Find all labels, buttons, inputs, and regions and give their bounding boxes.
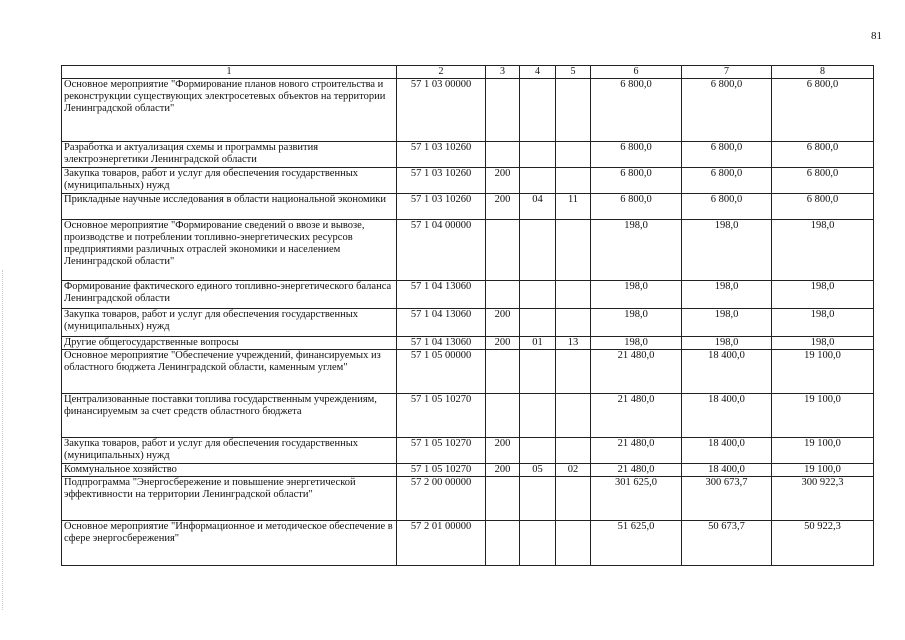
- column-header: 4: [520, 66, 556, 79]
- row-col3: 200: [486, 464, 520, 477]
- row-value-6: 6 800,0: [591, 168, 682, 194]
- row-col4: [520, 281, 556, 309]
- table-row: [62, 337, 874, 350]
- table-row: [62, 281, 874, 309]
- row-value-8: 6 800,0: [772, 79, 874, 142]
- scan-edge-marks: [2, 270, 5, 610]
- row-code: 57 1 05 10270: [397, 464, 486, 477]
- row-col4: [520, 394, 556, 438]
- row-col3: [486, 281, 520, 309]
- row-col3: 200: [486, 438, 520, 464]
- row-name: Основное мероприятие "Формирование сведений о ввозе и вывозе, производстве и потреблении топливно-энергетических ресурсов предприятиями различных отраслей экономики и населением Ленинградской области": [62, 220, 397, 281]
- row-col3: [486, 79, 520, 142]
- row-code: 57 1 04 13060: [397, 309, 486, 337]
- row-value-8: 198,0: [772, 220, 874, 281]
- row-code: 57 1 05 00000: [397, 350, 486, 394]
- row-col4: [520, 168, 556, 194]
- row-name: Подпрограмма "Энергосбережение и повышение энергетической эффективности на территории Ленинградской области": [62, 477, 397, 521]
- table-row: [62, 394, 874, 438]
- row-value-8: 198,0: [772, 309, 874, 337]
- row-value-7: 50 673,7: [682, 521, 772, 566]
- column-header: 6: [591, 66, 682, 79]
- row-name: Основное мероприятие "Формирование планов нового строительства и реконструкции существующих электросетевых объектов на территории Ленинградской области": [62, 79, 397, 142]
- row-value-7: 6 800,0: [682, 194, 772, 220]
- column-header: 8: [772, 66, 874, 79]
- row-value-7: 198,0: [682, 337, 772, 350]
- row-name: Разработка и актуализация схемы и программы развития электроэнергетики Ленинградской области: [62, 142, 397, 168]
- row-col4: [520, 350, 556, 394]
- row-col4: [520, 309, 556, 337]
- row-value-6: 198,0: [591, 220, 682, 281]
- table-row: [62, 309, 874, 337]
- row-value-6: 6 800,0: [591, 194, 682, 220]
- row-value-6: 21 480,0: [591, 394, 682, 438]
- row-col3: [486, 350, 520, 394]
- row-value-8: 19 100,0: [772, 350, 874, 394]
- row-name: Закупка товаров, работ и услуг для обеспечения государственных (муниципальных) нужд: [62, 168, 397, 194]
- row-value-8: 300 922,3: [772, 477, 874, 521]
- row-value-8: 19 100,0: [772, 438, 874, 464]
- row-name: Закупка товаров, работ и услуг для обеспечения государственных (муниципальных) нужд: [62, 438, 397, 464]
- row-col5: [556, 142, 591, 168]
- row-col5: 11: [556, 194, 591, 220]
- row-name: Прикладные научные исследования в области национальной экономики: [62, 194, 397, 220]
- row-col5: [556, 438, 591, 464]
- column-header: 3: [486, 66, 520, 79]
- row-col3: 200: [486, 309, 520, 337]
- row-col4: 04: [520, 194, 556, 220]
- row-value-8: 198,0: [772, 337, 874, 350]
- row-value-7: 6 800,0: [682, 142, 772, 168]
- row-code: 57 1 03 10260: [397, 142, 486, 168]
- row-col5: 02: [556, 464, 591, 477]
- row-name: Формирование фактического единого топливно-энергетического баланса Ленинградской области: [62, 281, 397, 309]
- row-col3: [486, 142, 520, 168]
- table-row: [62, 142, 874, 168]
- table-row: [62, 79, 874, 142]
- row-code: 57 1 03 10260: [397, 168, 486, 194]
- column-header: 2: [397, 66, 486, 79]
- row-col4: [520, 142, 556, 168]
- row-name: Закупка товаров, работ и услуг для обеспечения государственных (муниципальных) нужд: [62, 309, 397, 337]
- table-row: [62, 168, 874, 194]
- row-col4: 01: [520, 337, 556, 350]
- row-value-6: 21 480,0: [591, 438, 682, 464]
- row-col5: 13: [556, 337, 591, 350]
- row-col4: [520, 477, 556, 521]
- row-value-6: 51 625,0: [591, 521, 682, 566]
- row-col5: [556, 394, 591, 438]
- row-code: 57 1 04 13060: [397, 281, 486, 309]
- row-value-7: 18 400,0: [682, 394, 772, 438]
- row-value-6: 21 480,0: [591, 350, 682, 394]
- row-value-8: 6 800,0: [772, 168, 874, 194]
- row-value-8: 198,0: [772, 281, 874, 309]
- row-value-7: 198,0: [682, 281, 772, 309]
- row-value-7: 6 800,0: [682, 168, 772, 194]
- row-value-7: 18 400,0: [682, 438, 772, 464]
- row-col5: [556, 168, 591, 194]
- table-row: [62, 521, 874, 566]
- row-name: Централизованные поставки топлива государственным учреждениям, финансируемым за счет средств областного бюджета: [62, 394, 397, 438]
- row-col5: [556, 350, 591, 394]
- column-header: 1: [62, 66, 397, 79]
- row-value-6: 21 480,0: [591, 464, 682, 477]
- row-value-6: 6 800,0: [591, 79, 682, 142]
- row-value-7: 300 673,7: [682, 477, 772, 521]
- table-row: [62, 438, 874, 464]
- row-name: Коммунальное хозяйство: [62, 464, 397, 477]
- table-row: [62, 350, 874, 394]
- row-code: 57 1 03 10260: [397, 194, 486, 220]
- row-value-6: 301 625,0: [591, 477, 682, 521]
- row-col4: [520, 438, 556, 464]
- table-header-row: [62, 66, 874, 79]
- row-col3: 200: [486, 194, 520, 220]
- row-col3: 200: [486, 337, 520, 350]
- table-row: [62, 477, 874, 521]
- row-name: Основное мероприятие "Обеспечение учреждений, финансируемых из областного бюджета Ленинградской области, каменным углем": [62, 350, 397, 394]
- row-code: 57 1 03 00000: [397, 79, 486, 142]
- table-row: [62, 194, 874, 220]
- row-col4: [520, 220, 556, 281]
- row-col4: [520, 521, 556, 566]
- table-row: [62, 220, 874, 281]
- row-value-8: 6 800,0: [772, 194, 874, 220]
- row-value-8: 19 100,0: [772, 394, 874, 438]
- row-value-7: 18 400,0: [682, 464, 772, 477]
- row-col3: [486, 477, 520, 521]
- row-name: Основное мероприятие "Информационное и методическое обеспечение в сфере энергосбережения": [62, 521, 397, 566]
- row-code: 57 2 00 00000: [397, 477, 486, 521]
- row-value-7: 18 400,0: [682, 350, 772, 394]
- row-value-7: 6 800,0: [682, 79, 772, 142]
- row-code: 57 1 04 13060: [397, 337, 486, 350]
- row-col4: [520, 79, 556, 142]
- row-value-6: 6 800,0: [591, 142, 682, 168]
- row-value-6: 198,0: [591, 337, 682, 350]
- row-col5: [556, 477, 591, 521]
- row-col5: [556, 309, 591, 337]
- table-row: [62, 464, 874, 477]
- row-col3: [486, 521, 520, 566]
- column-header: 7: [682, 66, 772, 79]
- row-value-7: 198,0: [682, 309, 772, 337]
- row-code: 57 2 01 00000: [397, 521, 486, 566]
- row-code: 57 1 05 10270: [397, 394, 486, 438]
- row-value-6: 198,0: [591, 281, 682, 309]
- row-value-6: 198,0: [591, 309, 682, 337]
- row-col3: [486, 220, 520, 281]
- page-number: 81: [871, 30, 882, 42]
- row-col3: 200: [486, 168, 520, 194]
- row-col4: 05: [520, 464, 556, 477]
- row-value-7: 198,0: [682, 220, 772, 281]
- row-col5: [556, 281, 591, 309]
- row-value-8: 50 922,3: [772, 521, 874, 566]
- budget-table: [61, 65, 874, 566]
- row-col5: [556, 521, 591, 566]
- row-col3: [486, 394, 520, 438]
- row-col5: [556, 79, 591, 142]
- row-name: Другие общегосударственные вопросы: [62, 337, 397, 350]
- row-value-8: 19 100,0: [772, 464, 874, 477]
- row-code: 57 1 05 10270: [397, 438, 486, 464]
- row-code: 57 1 04 00000: [397, 220, 486, 281]
- row-value-8: 6 800,0: [772, 142, 874, 168]
- column-header: 5: [556, 66, 591, 79]
- row-col5: [556, 220, 591, 281]
